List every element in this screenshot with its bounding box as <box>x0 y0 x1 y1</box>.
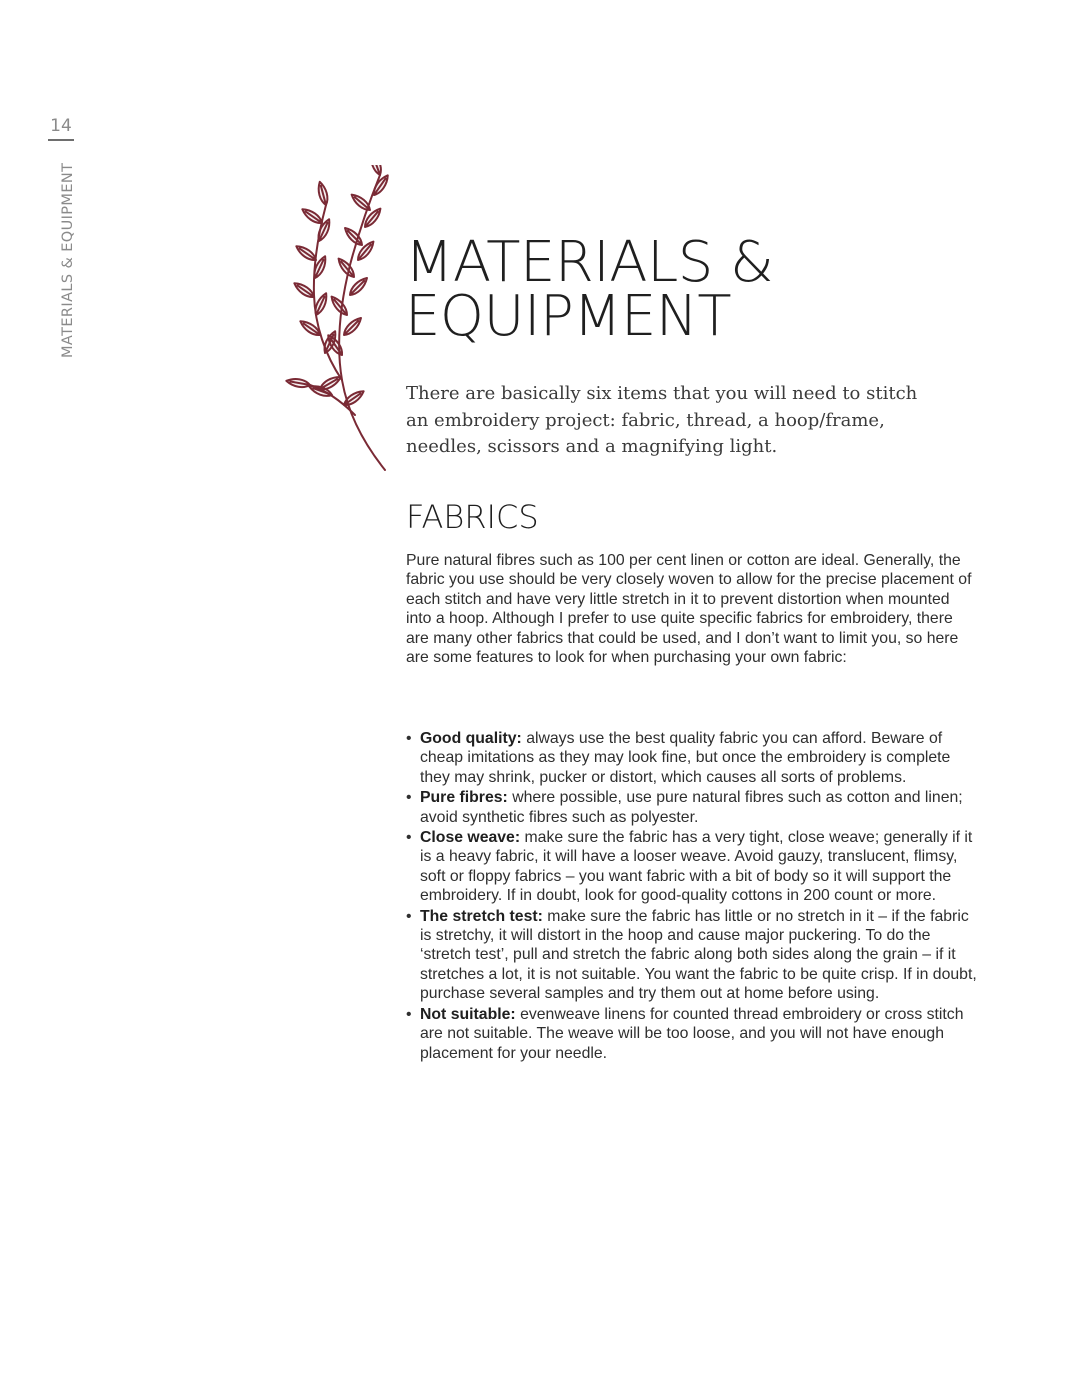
list-item-term: The stretch test: <box>420 907 543 925</box>
bullet: • <box>406 829 412 847</box>
list-item <box>406 788 981 827</box>
botanical-sprig-icon <box>270 165 405 475</box>
list-item <box>406 1005 981 1063</box>
sprig-leaf <box>300 206 324 226</box>
section-paragraph: Pure natural fibres such as 100 per cent linen or cotton are ideal. Generally, the fabric you use should be very closely woven to allow for the precise placement of each stitch and have very little stretch in it to prevent distortion when mounted into a hoop. Although I prefer to use quite specific fabrics for embroidery, there are many other fabrics that could be used, and I don’t want to limit you, so here are some features to look for when purchasing your own fabric: <box>406 552 972 667</box>
sprig-leaf <box>292 280 316 300</box>
list-item <box>406 828 981 906</box>
page-number: 14 <box>48 116 74 141</box>
list-item-text: make sure the fabric has little or no stretch in it – if the fabric is stretchy, it will distort in the hoop and cause major puckering. To do the ‘stretch test’, pull and stretch the fabric along both sides along the grain – if it stretches a lot, it is not suitable. You want the fabric to be quite crisp. If in doubt, purchase several samples and try them out at home before using. <box>420 907 977 1003</box>
sprig-leaf <box>316 181 329 206</box>
list-item-term: Not suitable: <box>420 1005 516 1023</box>
running-head: MATERIALS & EQUIPMENT <box>60 162 76 358</box>
chapter-intro: There are basically six items that you will need to stitch an embroidery project: fabric, thread, a hoop/frame, needles, scissors and a magnifying light. <box>406 383 918 457</box>
chapter-title-line-2: EQUIPMENT <box>405 284 732 349</box>
sprig-leaf <box>329 294 350 317</box>
list-item-term: Pure fibres: <box>420 789 508 807</box>
list-item <box>406 907 981 1004</box>
list-item <box>406 729 981 787</box>
bullet: • <box>406 730 412 747</box>
sprig-leaf <box>294 243 318 263</box>
list-item-term: Good quality: <box>420 730 522 747</box>
sprig-leaf <box>347 275 369 297</box>
list-item-term: Close weave: <box>420 829 521 847</box>
feature-list <box>406 729 981 1064</box>
list-item-text: where possible, use pure natural fibres such as cotton and linen; avoid synthetic fibres such as polyester. <box>420 789 963 826</box>
section-heading: FABRICS <box>406 498 539 536</box>
sprig-leaf <box>336 256 357 279</box>
list-item-text: make sure the fabric has a very tight, close weave; generally if it is a heavy fabric, it will have a looser weave. Avoid gauzy, translucent, flimsy, soft or floppy fabrics – you want fabric with a bit of body so it will support the embroidery. If in doubt, look for good-quality cottons in 200 count or more. <box>420 829 973 905</box>
sprig-leaf <box>286 377 311 389</box>
chapter-title <box>405 230 774 349</box>
list-item-text: always use the best quality fabric you can afford. Beware of cheap imitations as they may look fine, but once the embroidery is complete they may shrink, pucker or distort, which causes all sorts of problems. <box>420 730 951 786</box>
sprig-leaf <box>368 165 383 176</box>
sprig-leaf <box>371 173 391 197</box>
list-item-text: evenweave linens for counted thread embroidery or cross stitch are not suitable. The weave will be too loose, and you will not have enough placement for your needle. <box>420 1005 964 1062</box>
chapter-title-line-1: MATERIALS & <box>405 230 774 295</box>
bullet: • <box>406 907 412 925</box>
bullet: • <box>406 1005 412 1023</box>
bullet: • <box>406 789 412 807</box>
sprig-leaf <box>341 315 363 337</box>
